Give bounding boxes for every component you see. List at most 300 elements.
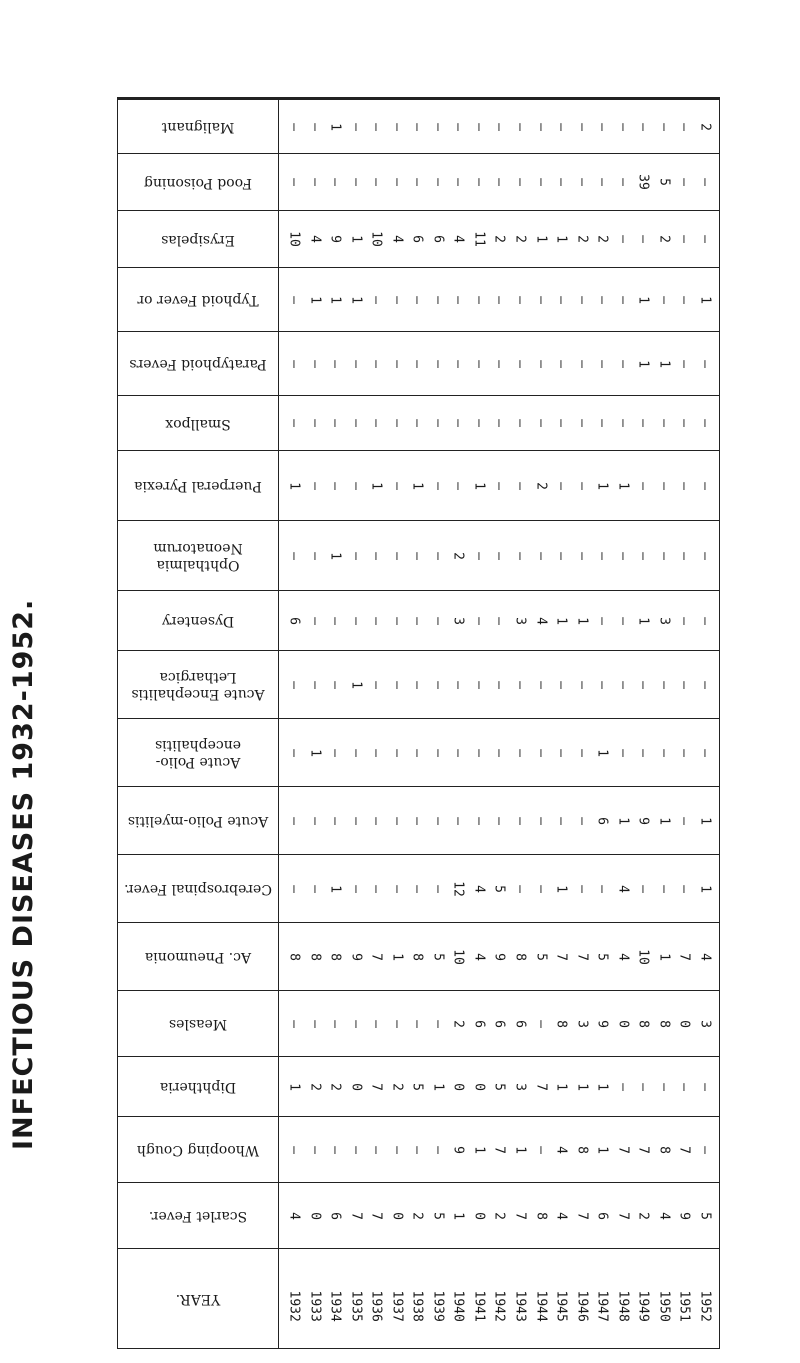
value-cell: — (368, 122, 384, 131)
value-cell: — (348, 1019, 364, 1028)
value-cell: — (594, 295, 610, 304)
value-cell: — (594, 178, 610, 186)
value-cell: — (471, 178, 487, 186)
value-cell: 1932 (286, 1290, 302, 1322)
value-cell: 1 (697, 884, 713, 893)
value-cell: 1 (656, 816, 672, 825)
value-cell: 1942 (491, 1290, 507, 1322)
value-cell: — (512, 884, 528, 893)
value-cell: 1 (471, 1145, 487, 1154)
value-cell: — (656, 884, 672, 893)
value-cell: 7 (533, 1082, 549, 1091)
value-cell: — (471, 295, 487, 304)
value-cell: 8 (635, 1019, 651, 1028)
table-row (118, 1057, 720, 1117)
value-cell: — (450, 122, 466, 131)
row-values (279, 268, 720, 332)
value-cell: 1939 (430, 1290, 446, 1322)
value-cell: 1 (286, 481, 302, 490)
value-cell: 2 (307, 1082, 323, 1091)
value-cell: — (512, 122, 528, 131)
value-cell: — (676, 481, 692, 490)
row-label-text: Acute Polio-myelitis (127, 813, 269, 829)
value-cell: — (533, 419, 549, 427)
value-cell: — (389, 748, 405, 757)
value-cell: 39 (635, 174, 651, 190)
value-cell: — (553, 178, 569, 186)
value-cell: 1945 (553, 1290, 569, 1322)
value-cell: — (512, 419, 528, 427)
value-cell: — (574, 748, 590, 757)
value-cell: — (327, 419, 343, 427)
row-label (118, 332, 279, 396)
row-label-text: Scarlet Fever. (148, 1208, 248, 1224)
row-label-text: Malignant (161, 119, 235, 135)
value-cell: — (635, 235, 651, 243)
value-cell: 7 (574, 1211, 590, 1220)
row-label-text: Acute Encephalitis Lethargica (131, 668, 265, 702)
value-cell: 1 (553, 235, 569, 243)
table-row (118, 787, 720, 855)
value-cell: 2 (635, 1211, 651, 1220)
value-cell: — (409, 816, 425, 825)
value-cell: — (697, 178, 713, 186)
value-cell: — (512, 816, 528, 825)
value-cell: — (491, 295, 507, 304)
value-cell: — (348, 359, 364, 368)
value-cell: 4 (697, 952, 713, 961)
value-cell: 9 (450, 1145, 466, 1154)
value-cell: — (409, 1145, 425, 1154)
value-cell: — (286, 1145, 302, 1154)
value-cell: — (327, 178, 343, 186)
value-cell: 7 (635, 1145, 651, 1154)
value-cell: — (471, 748, 487, 757)
value-cell: — (676, 419, 692, 427)
value-cell: — (697, 419, 713, 427)
value-cell: — (635, 1082, 651, 1091)
value-cell: 2 (327, 1082, 343, 1091)
value-cell: — (307, 551, 323, 560)
value-cell: 0 (348, 1082, 364, 1091)
row-label (118, 154, 279, 211)
value-cell: 1936 (368, 1290, 384, 1322)
row-label (118, 521, 279, 591)
value-cell: 9 (348, 952, 364, 961)
value-cell: 1948 (615, 1290, 631, 1322)
value-cell: — (368, 551, 384, 560)
value-cell: 9 (676, 1211, 692, 1220)
value-cell: — (574, 419, 590, 427)
value-cell: — (409, 680, 425, 689)
value-cell: 8 (553, 1019, 569, 1028)
value-cell: 5 (533, 952, 549, 961)
row-label (118, 787, 279, 855)
row-label (118, 211, 279, 268)
row-values (279, 521, 720, 591)
value-cell: — (430, 178, 446, 186)
value-cell: 2 (491, 235, 507, 243)
row-values (279, 787, 720, 855)
value-cell: — (327, 481, 343, 490)
value-cell: 1 (389, 952, 405, 961)
value-cell: 6 (471, 1019, 487, 1028)
value-cell: — (307, 178, 323, 186)
value-cell: — (450, 419, 466, 427)
value-cell: — (430, 122, 446, 131)
value-cell: — (471, 551, 487, 560)
value-cell: — (327, 1019, 343, 1028)
row-values (279, 719, 720, 787)
row-values (279, 211, 720, 268)
value-cell: — (409, 419, 425, 427)
value-cell: — (430, 295, 446, 304)
value-cell: — (512, 481, 528, 490)
value-cell: — (368, 419, 384, 427)
value-cell: — (676, 178, 692, 186)
value-cell: — (348, 748, 364, 757)
value-cell: — (348, 419, 364, 427)
value-cell: — (430, 1145, 446, 1154)
value-cell: 1 (635, 616, 651, 625)
value-cell: 1 (430, 1082, 446, 1091)
value-cell: — (656, 748, 672, 757)
value-cell: 4 (450, 235, 466, 243)
value-cell: — (307, 122, 323, 131)
row-label (118, 855, 279, 923)
value-cell: 6 (286, 616, 302, 625)
value-cell: — (656, 122, 672, 131)
value-cell: 10 (450, 948, 466, 965)
value-cell: — (635, 748, 651, 757)
value-cell: — (389, 551, 405, 560)
value-cell: — (307, 680, 323, 689)
value-cell: 1933 (307, 1290, 323, 1322)
row-label (118, 99, 279, 154)
value-cell: 6 (409, 235, 425, 243)
value-cell: 1 (409, 481, 425, 490)
value-cell: — (574, 816, 590, 825)
value-cell: — (368, 295, 384, 304)
row-label (118, 1183, 279, 1249)
value-cell: 3 (697, 1019, 713, 1028)
value-cell: — (286, 122, 302, 131)
value-cell: — (594, 419, 610, 427)
value-cell: — (635, 884, 651, 893)
value-cell: — (368, 616, 384, 625)
value-cell: 7 (615, 1211, 631, 1220)
value-cell: — (348, 1145, 364, 1154)
value-cell: 9 (491, 952, 507, 961)
value-cell: 2 (512, 235, 528, 243)
value-cell: — (348, 178, 364, 186)
row-label (118, 268, 279, 332)
value-cell: — (676, 816, 692, 825)
value-cell: — (512, 295, 528, 304)
disease-table (117, 97, 720, 1349)
value-cell: — (533, 359, 549, 368)
value-cell: 9 (327, 235, 343, 243)
value-cell: — (533, 816, 549, 825)
value-cell: 5 (430, 1211, 446, 1220)
row-values (279, 651, 720, 719)
table-row (118, 1117, 720, 1183)
value-cell: — (635, 419, 651, 427)
value-cell: 7 (676, 1145, 692, 1154)
row-values (279, 1117, 720, 1183)
value-cell: 1 (286, 1082, 302, 1091)
table-row (118, 923, 720, 991)
value-cell: — (450, 481, 466, 490)
value-cell: — (533, 178, 549, 186)
value-cell: — (450, 295, 466, 304)
row-label-text: Acute Polio-encephalitis (155, 736, 241, 770)
value-cell: 8 (574, 1145, 590, 1154)
value-cell: — (430, 616, 446, 625)
value-cell: 1951 (676, 1290, 692, 1322)
value-cell: — (512, 551, 528, 560)
table-row (118, 268, 720, 332)
value-cell: — (615, 235, 631, 243)
row-label-text: Puerperal Pyrexia (134, 478, 262, 494)
value-cell: — (615, 122, 631, 131)
value-cell: — (594, 359, 610, 368)
value-cell: 0 (471, 1082, 487, 1091)
row-values (279, 99, 720, 154)
value-cell: — (594, 680, 610, 689)
value-cell: — (656, 1082, 672, 1091)
value-cell: 1 (656, 359, 672, 368)
value-cell: 5 (594, 952, 610, 961)
value-cell: 1 (594, 748, 610, 757)
value-cell: — (389, 816, 405, 825)
value-cell: 1 (656, 952, 672, 961)
value-cell: 2 (450, 1019, 466, 1028)
value-cell: 3 (656, 616, 672, 625)
table-row (118, 719, 720, 787)
value-cell: 1 (574, 1082, 590, 1091)
table-row (118, 521, 720, 591)
value-cell: — (697, 359, 713, 368)
table-row (118, 332, 720, 396)
value-cell: — (615, 748, 631, 757)
value-cell: — (430, 551, 446, 560)
value-cell: — (574, 551, 590, 560)
value-cell: 8 (512, 952, 528, 961)
value-cell: — (348, 122, 364, 131)
row-values (279, 855, 720, 923)
value-cell: 8 (656, 1019, 672, 1028)
value-cell: — (635, 481, 651, 490)
value-cell: 2 (574, 235, 590, 243)
row-label (118, 451, 279, 521)
value-cell: 0 (615, 1019, 631, 1028)
table-row (118, 651, 720, 719)
row-label-text: Ac. Pneumonia (144, 949, 252, 965)
value-cell: 3 (512, 1082, 528, 1091)
value-cell: 1 (327, 551, 343, 560)
value-cell: — (348, 616, 364, 625)
value-cell: — (389, 481, 405, 490)
value-cell: 4 (471, 884, 487, 893)
value-cell: — (348, 884, 364, 893)
value-cell: 6 (512, 1019, 528, 1028)
value-cell: — (697, 616, 713, 625)
row-label-text: Whooping Cough (136, 1142, 260, 1158)
value-cell: — (348, 481, 364, 490)
value-cell: 2 (389, 1082, 405, 1091)
value-cell: — (307, 816, 323, 825)
value-cell: — (409, 359, 425, 368)
value-cell: 7 (348, 1211, 364, 1220)
value-cell: 5 (697, 1211, 713, 1220)
value-cell: — (533, 748, 549, 757)
value-cell: 7 (368, 1211, 384, 1220)
row-values (279, 591, 720, 651)
value-cell: 0 (307, 1211, 323, 1220)
value-cell: — (368, 816, 384, 825)
value-cell: 2 (450, 551, 466, 560)
value-cell: 5 (491, 1082, 507, 1091)
value-cell: — (615, 1082, 631, 1091)
value-cell: — (676, 359, 692, 368)
value-cell: — (430, 481, 446, 490)
value-cell: — (491, 122, 507, 131)
value-cell: — (450, 359, 466, 368)
value-cell: — (697, 1082, 713, 1091)
value-cell: 1938 (409, 1290, 425, 1322)
value-cell: — (327, 816, 343, 825)
value-cell: 2 (697, 122, 713, 131)
value-cell: 1 (348, 295, 364, 304)
value-cell: — (368, 748, 384, 757)
value-cell: — (676, 122, 692, 131)
value-cell: 4 (471, 952, 487, 961)
page-title: INFECTIOUS DISEASES 1932-1952. (8, 598, 39, 1150)
value-cell: — (389, 1145, 405, 1154)
value-cell: — (409, 551, 425, 560)
value-cell: — (491, 359, 507, 368)
value-cell: — (307, 359, 323, 368)
value-cell: — (635, 680, 651, 689)
table-row (118, 1183, 720, 1249)
value-cell: 2 (594, 235, 610, 243)
value-cell: — (389, 1019, 405, 1028)
value-cell: — (676, 295, 692, 304)
value-cell: — (307, 419, 323, 427)
value-cell: — (491, 616, 507, 625)
value-cell: — (676, 1082, 692, 1091)
value-cell: — (286, 680, 302, 689)
value-cell: 1947 (594, 1290, 610, 1322)
value-cell: — (615, 616, 631, 625)
value-cell: — (307, 616, 323, 625)
value-cell: — (697, 1145, 713, 1154)
value-cell: — (656, 680, 672, 689)
table-row (118, 591, 720, 651)
value-cell: 1 (533, 235, 549, 243)
value-cell: — (450, 816, 466, 825)
value-cell: 0 (450, 1082, 466, 1091)
value-cell: — (389, 122, 405, 131)
value-cell: 1 (615, 481, 631, 490)
row-values (279, 396, 720, 451)
value-cell: — (471, 359, 487, 368)
value-cell: — (574, 178, 590, 186)
value-cell: — (368, 359, 384, 368)
value-cell: — (533, 1019, 549, 1028)
value-cell: 1 (368, 481, 384, 490)
value-cell: 8 (409, 952, 425, 961)
value-cell: — (512, 680, 528, 689)
value-cell: 1 (471, 481, 487, 490)
value-cell: 4 (553, 1211, 569, 1220)
value-cell: — (697, 481, 713, 490)
value-cell: — (615, 178, 631, 186)
value-cell: 6 (430, 235, 446, 243)
value-cell: — (450, 178, 466, 186)
value-cell: 4 (615, 952, 631, 961)
value-cell: — (307, 1019, 323, 1028)
table-row (118, 99, 720, 154)
value-cell: 1 (553, 884, 569, 893)
row-label-text: Diphtheria (159, 1079, 237, 1095)
value-cell: — (533, 551, 549, 560)
table-row (118, 396, 720, 451)
row-label (118, 651, 279, 719)
value-cell: 2 (656, 235, 672, 243)
value-cell: — (327, 359, 343, 368)
value-cell: — (553, 359, 569, 368)
value-cell: — (368, 178, 384, 186)
value-cell: 1 (348, 235, 364, 243)
value-cell: 6 (491, 1019, 507, 1028)
value-cell: — (635, 551, 651, 560)
row-label (118, 923, 279, 991)
value-cell: — (471, 122, 487, 131)
value-cell: — (676, 235, 692, 243)
value-cell: — (471, 680, 487, 689)
value-cell: 1941 (471, 1290, 487, 1322)
value-cell: — (286, 1019, 302, 1028)
value-cell: 1934 (327, 1290, 343, 1322)
value-cell: 1 (553, 1082, 569, 1091)
value-cell: — (327, 680, 343, 689)
value-cell: — (491, 178, 507, 186)
value-cell: 1950 (656, 1290, 672, 1322)
value-cell: — (491, 419, 507, 427)
value-cell: 1940 (450, 1290, 466, 1322)
value-cell: 7 (512, 1211, 528, 1220)
value-cell: 2 (533, 481, 549, 490)
value-cell: 7 (553, 952, 569, 961)
value-cell: — (656, 295, 672, 304)
value-cell: — (348, 816, 364, 825)
table-row (118, 991, 720, 1057)
table-row (118, 154, 720, 211)
row-label-text: Measles (168, 1016, 228, 1032)
row-label-text: Typhoid Fever or (137, 292, 259, 308)
value-cell: — (491, 680, 507, 689)
value-cell: — (533, 884, 549, 893)
value-cell: — (676, 884, 692, 893)
table-row (118, 211, 720, 268)
row-values (279, 1057, 720, 1117)
value-cell: 10 (368, 231, 384, 247)
row-label-text: Paratyphoid Fevers (129, 356, 267, 372)
value-cell: — (594, 122, 610, 131)
value-cell: — (368, 1019, 384, 1028)
